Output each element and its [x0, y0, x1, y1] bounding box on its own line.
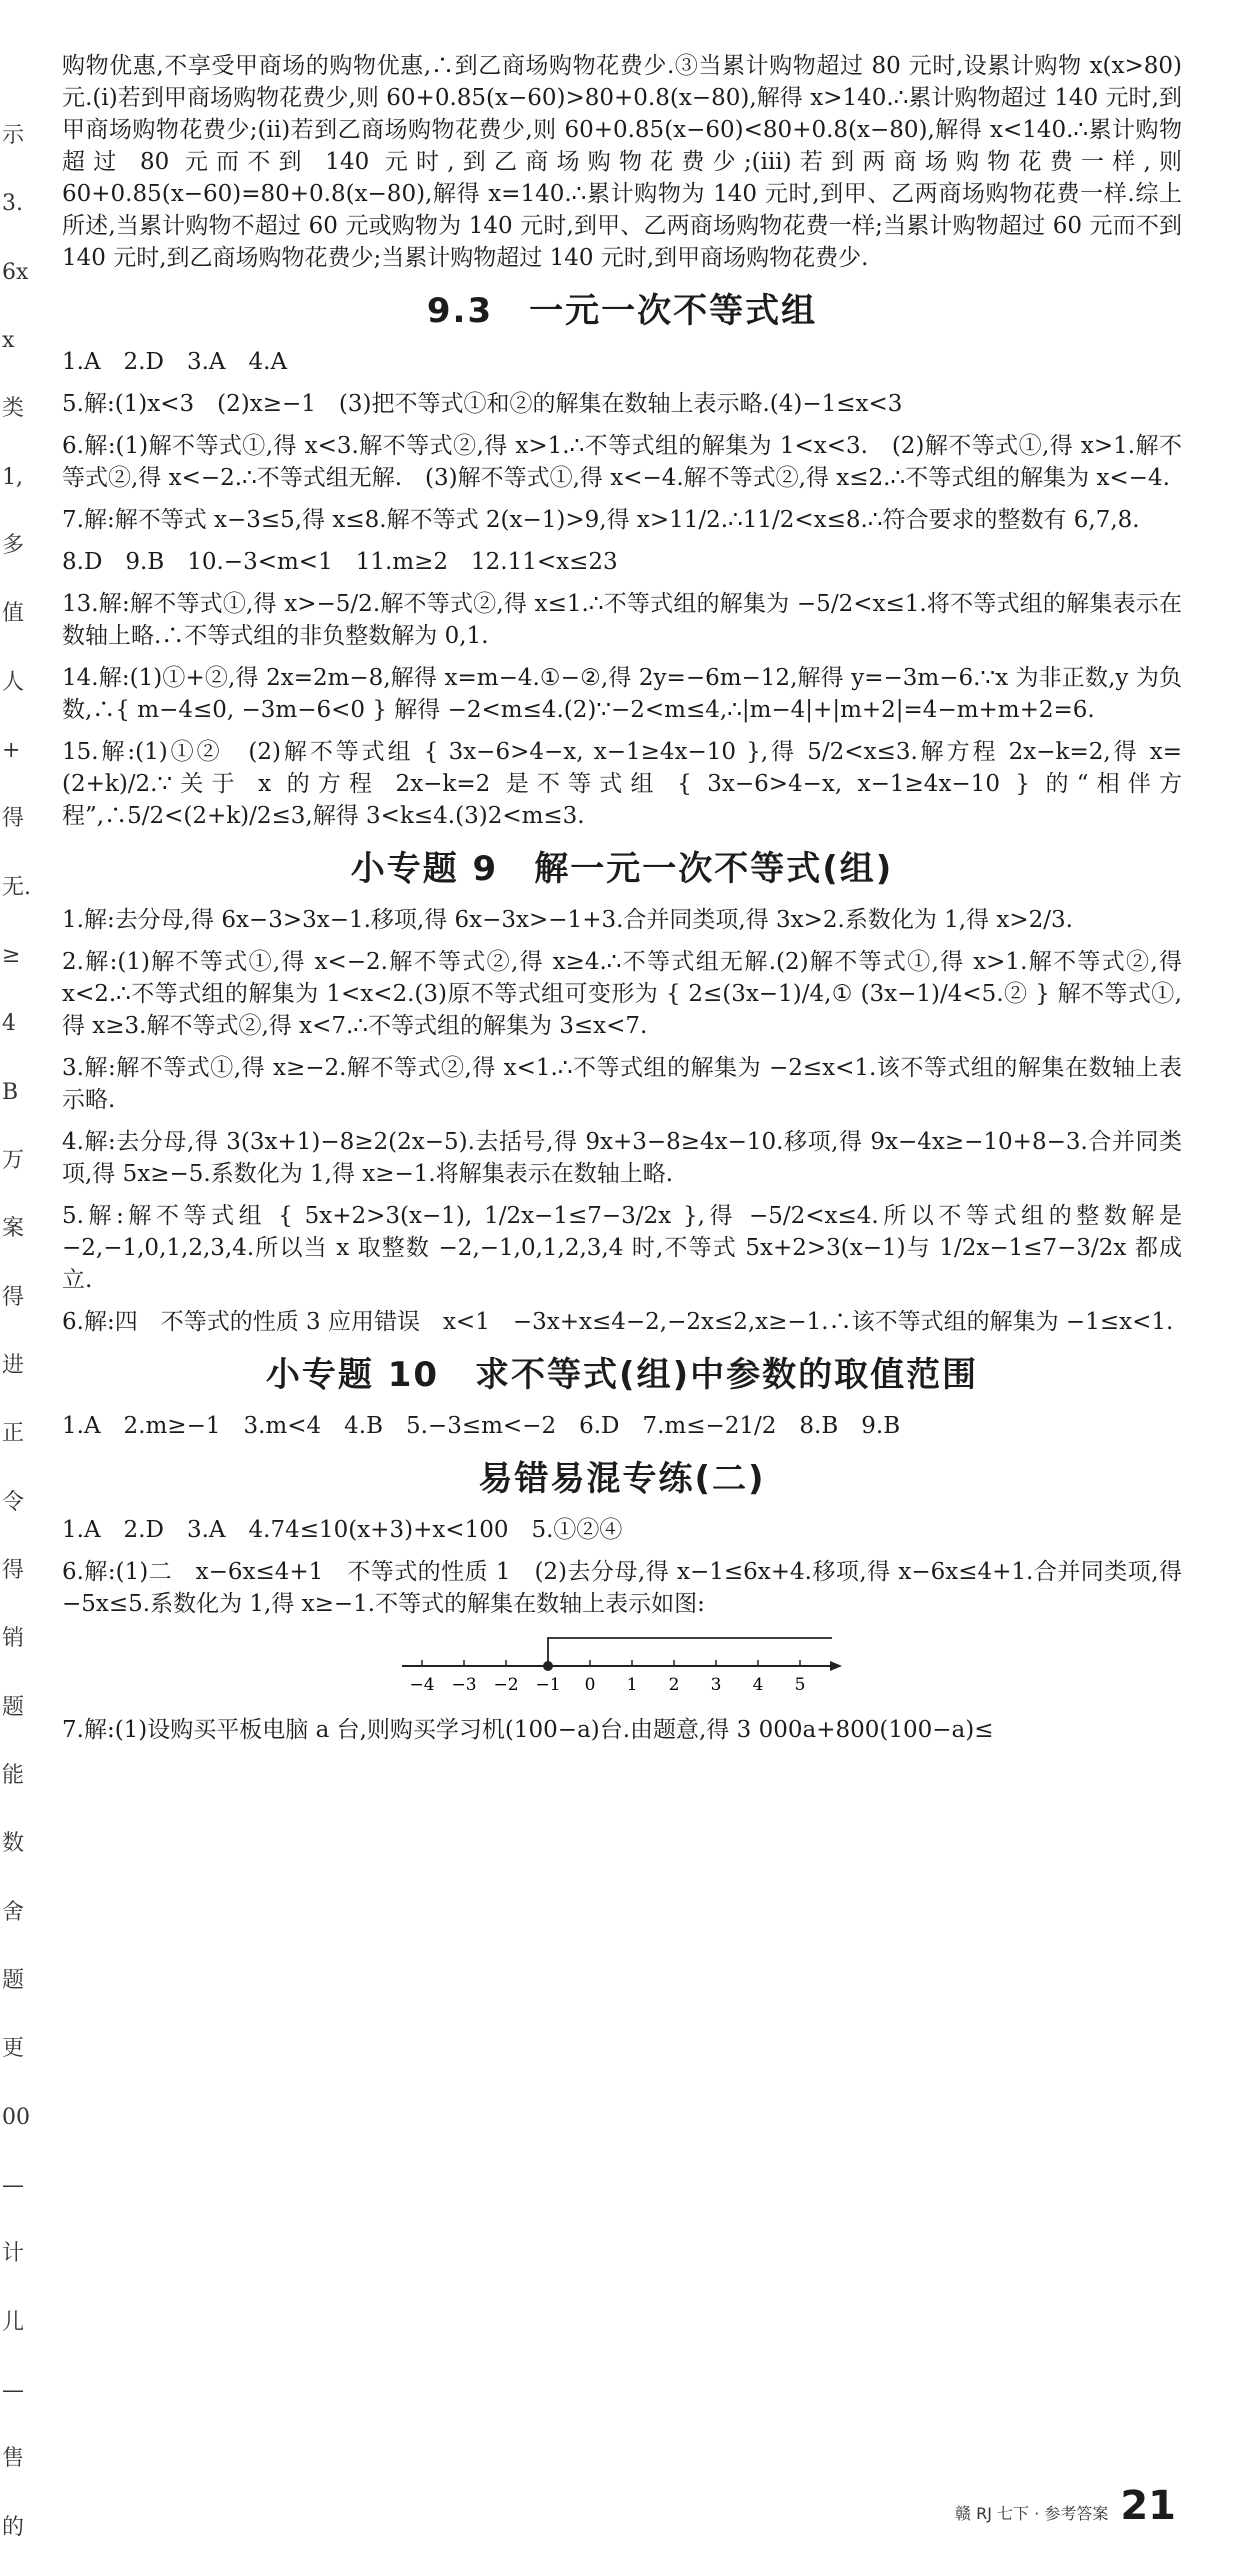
margin-fragment: 舍: [2, 1899, 25, 1925]
answer-item: 15.解:(1)①② (2)解不等式组 { 3x−6>4−x, x−1≥4x−10 },得 5/2<x≤3.解方程 2x−k=2,得 x=(2+k)/2.∵关于 x 的方程 2x−k=2 是不等式组 { 3x−6>4−x, x−1≥4x−10 } 的“相伴方程”,∴5/2<(2+k)/2≤3,解得 3<k≤4.(3)2<m≤3.: [62, 739, 1182, 829]
section-title: 易错易混专练(二): [478, 1459, 766, 1499]
answer-item: 1.解:去分母,得 6x−3>3x−1.移项,得 6x−3x>−1+3.合并同类项,得 3x>2.系数化为 1,得 x>2/3.: [62, 907, 1073, 933]
tick-label: 4: [752, 1675, 764, 1695]
margin-fragment: 的: [2, 2514, 25, 2540]
answer-item: 7.解:解不等式 x−3≤5,得 x≤8.解不等式 2(x−1)>9,得 x>11/2.∴11/2<x≤8.∴符合要求的整数有 6,7,8.: [62, 507, 1140, 533]
answer-item: 7.解:(1)设购买平板电脑 a 台,则购买学习机(100−a)台.由题意,得 3 000a+800(100−a)≤: [62, 1717, 994, 1743]
margin-fragment: 类: [2, 396, 25, 422]
margin-fragment: 4: [2, 1011, 16, 1037]
section-title: 小专题 10 求不等式(组)中参数的取值范围: [265, 1355, 979, 1395]
margin-fragment: 值: [2, 601, 25, 627]
answer-item: 4.解:去分母,得 3(3x+1)−8≥2(2x−5).去括号,得 9x+3−8≥4x−10.移项,得 9x−4x≥−10+8−3.合并同类项,得 5x≥−5.系数化为 1,得 x≥−1.将解集表示在数轴上略.: [62, 1129, 1182, 1187]
left-margin-fragments: [0, 0, 31, 2550]
axis-arrow: [830, 1661, 842, 1671]
margin-fragment: 案: [2, 1216, 25, 1242]
answer-item: 1.A 2.D 3.A 4.A: [62, 349, 288, 375]
answer-item: 1.A 2.m≥−1 3.m<4 4.B 5.−3≤m<−2 6.D 7.m≤−21/2 8.B 9.B: [62, 1413, 901, 1439]
margin-fragment: 得: [2, 1558, 25, 1583]
answer-item: 1.A 2.D 3.A 4.74≤10(x+3)+x<100 5.①②④: [62, 1517, 623, 1543]
top-paragraph: 购物优惠,不享受甲商场的购物优惠,∴到乙商场购物花费少.③当累计购物超过 80 元时,设累计购物 x(x>80)元.(i)若到甲商场购物花费少,则 60+0.85(x−60)>80+0.8(x−80),解得 x>140.∴累计购物超过 140 元时,到甲商场购物花费少;(ii)若到乙商场购物花费少,则 60+0.85(x−60)<80+0.8(x−80),解得 x<140.∴累计购物超过 80 元而不到 140 元时,到乙商场购物花费少;(iii)若到两商场购物花费一样,则 60+0.85(x−60)=80+0.8(x−80),解得 x=140.∴累计购物为 140 元时,到甲、乙两商场购物花费一样.综上所述,当累计购物不超过 60 元或购物为 140 元时,到甲、乙两商场购物花费一样;当累计购物超过 60 元而不到 140 元时,到乙商场购物花费少;当累计购物超过 140 元时,到甲商场购物花费少.: [62, 53, 1182, 271]
margin-fragment: 题: [2, 1694, 25, 1720]
margin-fragment: 人: [2, 669, 25, 695]
tick-label: 0: [584, 1675, 596, 1695]
margin-fragment: 能: [2, 1763, 25, 1788]
answer-item: 6.解:四 不等式的性质 3 应用错误 x<1 −3x+x≤4−2,−2x≤2,x≥−1.∴该不等式组的解集为 −1≤x<1.: [62, 1309, 1174, 1335]
answer-item: 14.解:(1)①+②,得 2x=2m−8,解得 x=m−4.①−②,得 2y=−6m−12,解得 y=−3m−6.∵x 为非正数,y 为负数,∴{ m−4≤0, −3m−6<0 } 解得 −2<m≤4.(2)∵−2<m≤4,∴|m−4|+|m+2|=4−m+m+2=6.: [62, 665, 1182, 723]
answer-item: 5.解:解不等式组 { 5x+2>3(x−1), 1/2x−1≤7−3/2x },得 −5/2<x≤4.所以不等式组的整数解是 −2,−1,0,1,2,3,4.所以当 x 取整数 −2,−1,0,1,2,3,4 时,不等式 5x+2>3(x−1)与 1/2x−1≤7−3/2x 都成立.: [62, 1203, 1182, 1293]
margin-fragment: 更: [2, 2036, 25, 2062]
section-topic-10: [62, 1352, 1182, 1442]
endpoint-dot: [544, 1662, 553, 1671]
margin-fragment: 6x: [2, 259, 29, 285]
answer-item: 8.D 9.B 10.−3<m<1 11.m≥2 12.11<x≤23: [62, 549, 618, 575]
answer-item: 2.解:(1)解不等式①,得 x<−2.解不等式②,得 x≥4.∴不等式组无解.(2)解不等式①,得 x>1.解不等式②,得 x<2.∴不等式组的解集为 1<x<2.(3)原不等式组可变形为 { 2≤(3x−1)/4,① (3x−1)/4<5.② } 解不等式①,得 x≥3.解不等式②,得 x<7.∴不等式组的解集为 3≤x<7.: [62, 949, 1182, 1039]
answer-item: 3.解:解不等式①,得 x≥−2.解不等式②,得 x<1.∴不等式组的解集为 −2≤x<1.该不等式组的解集在数轴上表示略.: [62, 1055, 1182, 1113]
tick-label: 3: [710, 1675, 722, 1695]
answer-item: 13.解:解不等式①,得 x>−5/2.解不等式②,得 x≤1.∴不等式组的解集为 −5/2<x≤1.将不等式组的解集表示在数轴上略.∴不等式组的非负整数解为 0,1.: [62, 591, 1182, 649]
margin-fragment: ≥: [2, 943, 21, 968]
number-line-figure: [392, 1630, 852, 1700]
tick-label: −2: [493, 1675, 519, 1695]
margin-fragment: —: [2, 2378, 24, 2403]
margin-fragment: 儿: [2, 2309, 25, 2335]
margin-fragment: B: [2, 1079, 19, 1105]
tick-label: 1: [626, 1675, 638, 1695]
tick-label: 2: [668, 1675, 680, 1695]
section-topic-9: [62, 846, 1182, 1338]
margin-fragment: —: [2, 2173, 24, 2198]
margin-fragment: 示: [2, 123, 25, 148]
page-number: 21: [1120, 2483, 1176, 2529]
page-footer: [955, 2483, 1176, 2530]
tick-label: 5: [794, 1675, 806, 1695]
tick-label: −3: [451, 1675, 477, 1695]
tick-label: −1: [535, 1675, 561, 1695]
margin-fragment: 正: [2, 1421, 25, 1447]
margin-fragment: 3.: [2, 191, 23, 217]
margin-fragment: 令: [2, 1489, 25, 1515]
section-9-3: [62, 288, 1182, 832]
section-error-practice: [62, 1456, 1182, 1746]
footer-text: 赣 RJ 七下 · 参考答案: [955, 2504, 1109, 2523]
margin-fragment: 得: [2, 1284, 25, 1310]
margin-fragment: 无.: [2, 874, 31, 900]
answer-item: 5.解:(1)x<3 (2)x≥−1 (3)把不等式①和②的解集在数轴上表示略.(4)−1≤x<3: [62, 391, 903, 417]
margin-fragment: +: [2, 738, 21, 763]
margin-fragment: 万: [2, 1148, 25, 1173]
margin-fragment: 数: [2, 1831, 25, 1857]
margin-fragment: 得: [2, 806, 25, 832]
margin-fragment: 多: [2, 533, 25, 558]
margin-fragment: 1,: [2, 464, 23, 490]
section-title: 9.3 一元一次不等式组: [426, 291, 818, 331]
margin-fragment: 销: [2, 1626, 25, 1652]
margin-fragment: 题: [2, 1968, 25, 1993]
margin-fragment: 计: [2, 2241, 25, 2267]
content-area: [62, 50, 1182, 1756]
margin-fragment: 00: [2, 2104, 30, 2130]
margin-fragment: x: [2, 328, 15, 353]
answer-item: 6.解:(1)解不等式①,得 x<3.解不等式②,得 x>1.∴不等式组的解集为 1<x<3. (2)解不等式①,得 x>1.解不等式②,得 x<−2.∴不等式组无解. (3)解不等式①,得 x<−4.解不等式②,得 x≤2.∴不等式组的解集为 x<−4.: [62, 433, 1182, 491]
tick-label: −4: [409, 1675, 435, 1695]
answer-item: 6.解:(1)二 x−6x≤4+1 不等式的性质 1 (2)去分母,得 x−1≤6x+4.移项,得 x−6x≤4+1.合并同类项,得 −5x≤5.系数化为 1,得 x≥−1.不等式的解集在数轴上表示如图:: [62, 1559, 1182, 1617]
margin-fragment: 售: [2, 2446, 25, 2472]
margin-fragment: 进: [2, 1353, 25, 1378]
section-title: 小专题 9 解一元一次不等式(组): [350, 849, 894, 889]
